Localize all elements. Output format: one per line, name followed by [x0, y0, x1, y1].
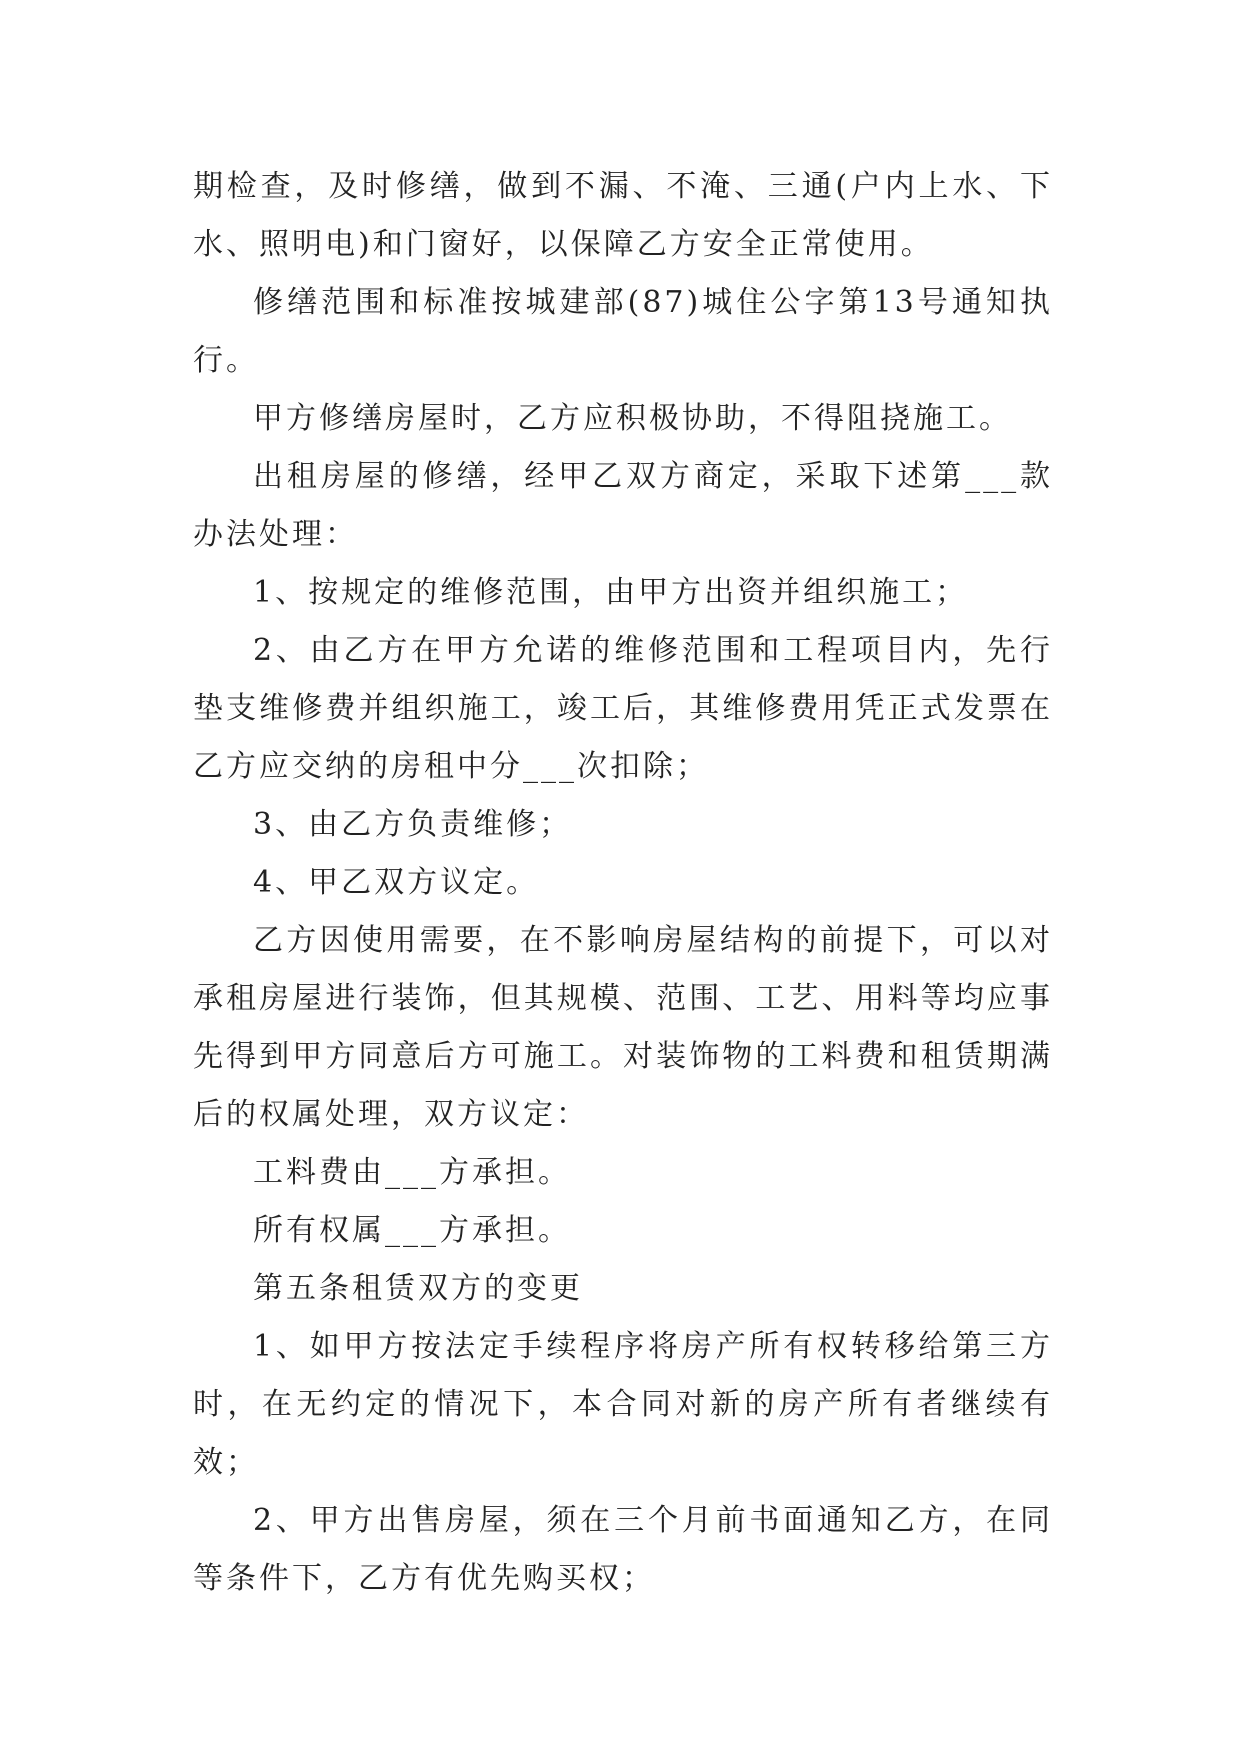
paragraph-ownership: 所有权属___方承担。 [253, 1213, 571, 1248]
list-item-option-3: 3、由乙方负责维修； [253, 807, 573, 842]
document-body [193, 158, 1053, 1608]
list-item-option-4: 4、甲乙双方议定。 [253, 865, 540, 900]
paragraph-repair-method: 出租房屋的修缮，经甲乙双方商定，采取下述第___款办法处理： [193, 459, 1053, 552]
paragraph-decoration: 乙方因使用需要，在不影响房屋结构的前提下，可以对承租房屋进行装饰，但其规模、范围、工艺、用料等均应事先得到甲方同意后方可施工。对装饰物的工料费和租赁期满后的权属处理，双方议定： [193, 923, 1053, 1132]
section-heading-article-5: 第五条租赁双方的变更 [253, 1271, 583, 1306]
paragraph-repair-duty: 期检查，及时修缮，做到不漏、不淹、三通(户内上水、下水、照明电)和门窗好，以保障乙方安全正常使用。 [193, 169, 1053, 262]
list-item-option-1: 1、按规定的维修范围，由甲方出资并组织施工； [253, 575, 969, 610]
paragraph-material-cost: 工料费由___方承担。 [253, 1155, 571, 1190]
list-item-change-1: 1、如甲方按法定手续程序将房产所有权转移给第三方时，在无约定的情况下，本合同对新的房产所有者继续有效； [193, 1329, 1053, 1480]
paragraph-repair-standard: 修缮范围和标准按城建部(87)城住公字第13号通知执行。 [193, 285, 1053, 378]
list-item-option-2: 2、由乙方在甲方允诺的维修范围和工程项目内，先行垫支维修费并组织施工，竣工后，其维修费用凭正式发票在乙方应交纳的房租中分___次扣除； [193, 633, 1053, 784]
paragraph-cooperation: 甲方修缮房屋时，乙方应积极协助，不得阻挠施工。 [253, 401, 1012, 436]
list-item-change-2: 2、甲方出售房屋，须在三个月前书面通知乙方，在同等条件下，乙方有优先购买权； [193, 1503, 1053, 1596]
